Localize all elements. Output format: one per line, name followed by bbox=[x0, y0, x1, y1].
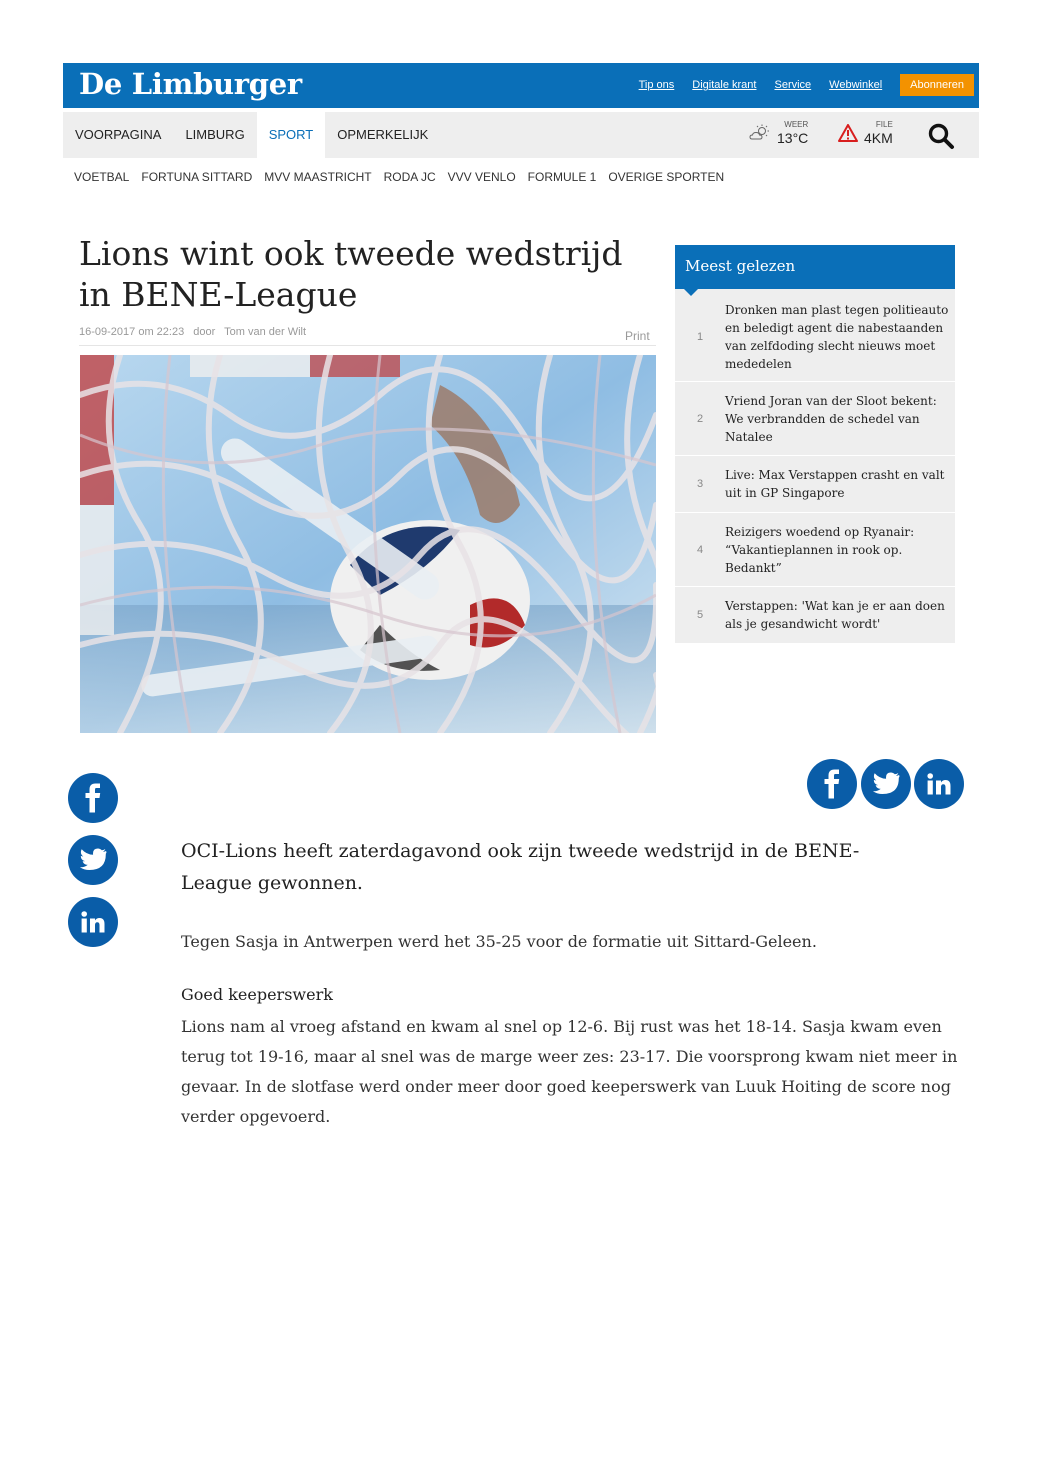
item-number: 2 bbox=[696, 412, 704, 425]
header-links bbox=[639, 74, 974, 96]
subscribe-button[interactable]: Abonneren bbox=[900, 74, 974, 96]
item-title[interactable]: Verstappen: 'Wat kan je er aan doen als je gesandwicht wordt' bbox=[725, 599, 945, 631]
webwinkel-link[interactable]: Webwinkel bbox=[829, 79, 883, 91]
nav-item-sport[interactable]: SPORT bbox=[257, 112, 326, 158]
goal-net-illustration bbox=[80, 355, 656, 733]
warning-icon bbox=[838, 124, 858, 142]
share-twitter-button[interactable] bbox=[861, 759, 911, 809]
linkedin-icon bbox=[81, 911, 105, 933]
side-share-linkedin-button[interactable] bbox=[68, 897, 118, 947]
subnav-item-roda-jc[interactable]: RODA JC bbox=[383, 170, 436, 184]
subnav-item-fortuna-sittard[interactable]: FORTUNA SITTARD bbox=[141, 170, 253, 184]
article-title: Lions wint ook tweede wedstrijd in BENE-League bbox=[79, 234, 623, 314]
most-read-item[interactable] bbox=[675, 587, 955, 643]
weather-widget[interactable] bbox=[749, 121, 808, 145]
subnav-item-formule-1[interactable]: FORMULE 1 bbox=[527, 170, 597, 184]
sun-cloud-icon bbox=[749, 124, 771, 142]
article-paragraph: Tegen Sasja in Antwerpen werd het 35-25 voor de formatie uit Sittard-Geleen. bbox=[181, 932, 817, 951]
article-paragraph: Lions nam al vroeg afstand en kwam al snel op 12-6. Bij rust was het 18-14. Sasja kwam even terug tot 19-16, maar al snel was de marge weer zes: 23-17. Die voorsprong kwam niet meer in gevaar. In de slotfase werd onder meer door goed keeperswerk van Luuk Hoiting de score nog verder opgevoerd. bbox=[181, 1017, 958, 1126]
item-number: 3 bbox=[696, 478, 704, 490]
share-facebook-button[interactable] bbox=[807, 759, 857, 809]
tip-ons-link[interactable]: Tip ons bbox=[638, 79, 675, 91]
main-nav bbox=[63, 112, 979, 158]
subnav-item-voetbal[interactable]: VOETBAL bbox=[74, 170, 130, 184]
article-lead: OCI-Lions heeft zaterdagavond ook zijn tweede wedstrijd in de BENE-League gewonnen. bbox=[181, 840, 860, 894]
side-share-facebook-button[interactable] bbox=[68, 773, 118, 823]
service-link[interactable]: Service bbox=[774, 79, 812, 91]
twitter-icon bbox=[872, 772, 900, 796]
weather-value: 13°C bbox=[777, 130, 809, 146]
subnav-item-mvv-maastricht[interactable]: MVV MAASTRICHT bbox=[264, 170, 372, 184]
header-notch bbox=[684, 289, 698, 296]
nav-item-opmerkelijk[interactable]: OPMERKELIJK bbox=[337, 127, 429, 142]
traffic-widget[interactable] bbox=[838, 121, 893, 145]
item-title[interactable]: Vriend Joran van der Sloot bekent: We verbrandden de schedel van Natalee bbox=[725, 393, 937, 444]
digitale-krant-link[interactable]: Digitale krant bbox=[692, 79, 757, 91]
weather-label: WEER bbox=[784, 120, 809, 129]
article-subheading: Goed keeperswerk bbox=[181, 985, 333, 1004]
meta-divider bbox=[79, 345, 656, 346]
item-title[interactable]: Reizigers woedend op Ryanair: “Vakantieplannen in rook op. Bedankt” bbox=[725, 524, 915, 575]
article-meta bbox=[79, 326, 312, 338]
print-button[interactable]: Print bbox=[625, 329, 650, 343]
most-read-item[interactable] bbox=[675, 382, 955, 456]
most-read-item[interactable] bbox=[675, 456, 955, 513]
nav-item-voorpagina[interactable]: VOORPAGINA bbox=[75, 127, 162, 142]
article-date: 16-09-2017 om 22:23 bbox=[79, 326, 185, 338]
article-author[interactable]: Tom van der Wilt bbox=[224, 326, 307, 338]
item-title[interactable]: Live: Max Verstappen crasht en valt uit in GP Singapore bbox=[725, 468, 945, 500]
most-read-item[interactable] bbox=[675, 289, 955, 382]
item-number: 1 bbox=[696, 331, 704, 343]
side-share-twitter-button[interactable] bbox=[68, 835, 118, 885]
site-header bbox=[63, 63, 979, 108]
nav-item-limburg[interactable]: LIMBURG bbox=[185, 127, 245, 142]
facebook-icon bbox=[81, 783, 105, 813]
most-read-item[interactable] bbox=[675, 513, 955, 587]
linkedin-icon bbox=[927, 773, 951, 795]
twitter-icon bbox=[79, 848, 107, 872]
site-logo[interactable]: De Limburger bbox=[79, 67, 302, 101]
item-number: 5 bbox=[696, 609, 704, 621]
subnav-item-overige-sporten[interactable]: OVERIGE SPORTEN bbox=[608, 170, 725, 184]
share-linkedin-button[interactable] bbox=[914, 759, 964, 809]
sub-nav bbox=[74, 170, 724, 184]
most-read-panel bbox=[675, 245, 955, 643]
subnav-item-vvv-venlo[interactable]: VVV VENLO bbox=[447, 170, 516, 184]
search-button[interactable] bbox=[927, 122, 955, 150]
article-by: door bbox=[193, 326, 216, 338]
traffic-label: FILE bbox=[875, 120, 893, 129]
traffic-value: 4KM bbox=[864, 130, 893, 146]
most-read-list bbox=[675, 289, 955, 643]
item-title[interactable]: Dronken man plast tegen politieauto en beledigt agent die nabestaanden van zelfdoding slecht nieuws moet mededelen bbox=[725, 303, 949, 371]
item-number: 4 bbox=[696, 543, 704, 556]
most-read-header bbox=[675, 245, 955, 289]
facebook-icon bbox=[820, 769, 844, 799]
article-hero-image bbox=[80, 355, 656, 733]
search-icon bbox=[927, 122, 955, 150]
most-read-title: Meest gelezen bbox=[685, 257, 796, 275]
